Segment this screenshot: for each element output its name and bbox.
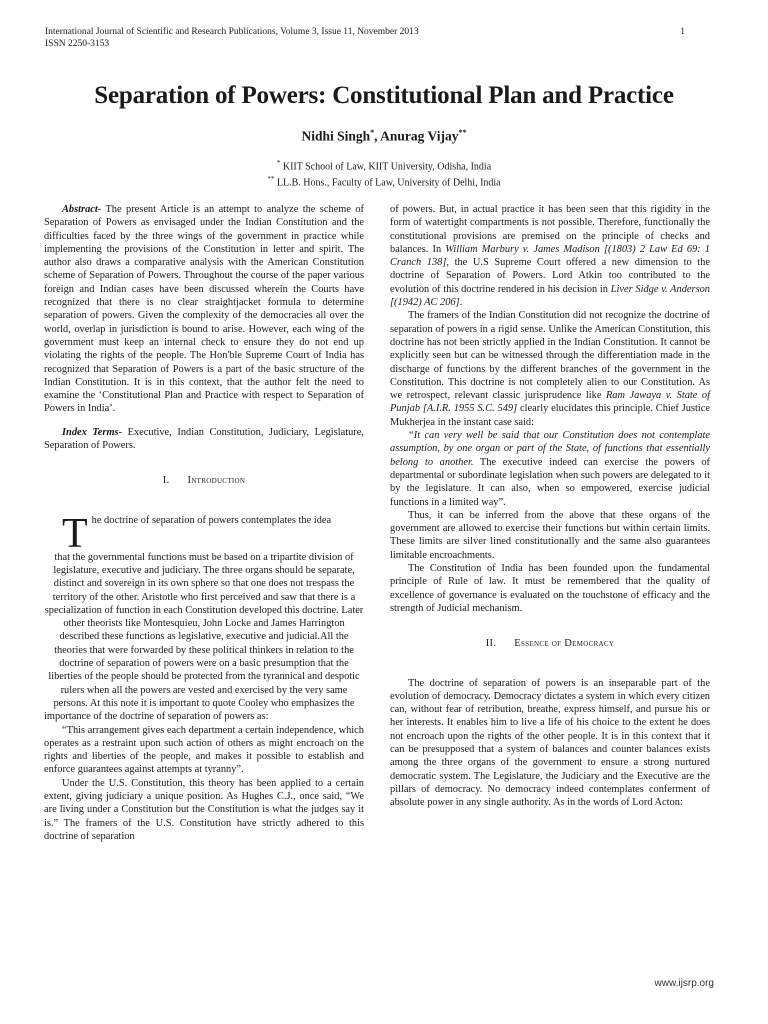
drop-cap: T: [62, 510, 88, 557]
intro-first-paragraph: [44, 510, 364, 557]
journal-header: [45, 26, 685, 50]
affiliation-2-text: LL.B. Hons., Faculty of Law, University of Delhi, India: [276, 177, 501, 189]
author-1: Nidhi Singh: [301, 128, 371, 144]
case-marbury: William Marbury v. James Madison [(1803) 2 Law Ed 69: 1 Cranch 138]: [390, 243, 711, 269]
index-terms: [44, 426, 364, 453]
affiliation-1-mark: *: [276, 159, 281, 167]
right-paragraph-2: [390, 309, 710, 429]
section-1-number: I.: [162, 475, 170, 487]
journal-line: International Journal of Scientific and Research Publications, Volume 3, Issue 11, November 2013: [45, 27, 419, 37]
section-2-number: II.: [485, 638, 497, 650]
right-p1-text-b: , the U.S Supreme Court offered a new dimension to the doctrine of Separation of Powers. Lord Atkin too contributed to the evolution of this doctrine rendered in his decision in: [390, 257, 710, 295]
index-terms-text: Executive, Indian Constitution, Judiciary, Legislature, Separation of Powers.: [44, 426, 364, 452]
author-1-mark: *: [370, 128, 375, 137]
mukherjea-quote: [390, 429, 710, 509]
abstract-label: Abstract-: [62, 204, 102, 215]
intro-first-line: he doctrine of separation of powers contemplates the idea: [91, 514, 332, 526]
right-p2-text-a: The framers of the Indian Constitution did not recognize the doctrine of separation of powers in a rigid sense. Unlike the American Constitution, this doctrine has not been strictly applied in the Indian Constitution. It cannot be explicitly seen but can be witnessed through the differentiation made in the discharge of functions by the different branches of the government in the Constitution. This doctrine is not completely alien to our Constitution. As we retrospect, relevant classic jurisprudence like: [390, 310, 710, 402]
abstract-text: The present Article is an attempt to analyze the scheme of Separation of Powers as envisaged under the Indian Constitution and the difficulties faced by the three wings of the government in practice while implementing the provisions of the Constitution in letter and spirit. The author also draws a comparative analysis with the American Constitution scheme of Separation of Powers. Throughout the course of the paper various foreign and Indian cases have been discussed wherein the Courts have recognized that there is no clear straightjacket formula to determine separation of powers. Given the complexity of the democracies all over the world, overlap in jurisdiction is bound to arise. However, each wing of the government must keep an internal check to ensure they do not end up violating the rights of the people. The Hon'ble Supreme Court of India has recognized that Separation of Powers is a part of the basic structure of the Indian Constitution. It is in this context, that the author felt the need to examine the ‘Constitutional Plan and Practice with respect to Separation of Powers in India’.: [44, 204, 364, 415]
affiliation-2: [0, 173, 768, 189]
quote-italic: “It can very well be said that our Constitution does not contemplate assumption, by one organ or part of the State, of functions that essentially belong to another.: [390, 430, 710, 468]
paper-title: Separation of Powers: Constitutional Plan and Practice: [94, 82, 674, 109]
author-line: [0, 128, 768, 145]
section-2-title: Essence of Democracy: [514, 638, 615, 650]
right-paragraph-3: Thus, it can be inferred from the above that these organs of the government are allowed to exercise their functions but within certain limits. These limits are silver lined constitutionally and the same also guarantees limitable encroachments.: [390, 509, 710, 561]
issn: ISSN 2250-3153: [45, 39, 110, 49]
affiliations: [0, 157, 768, 190]
left-column: [44, 203, 364, 843]
intro-continued: importance of the doctrine of separation of powers as:: [44, 711, 269, 723]
democracy-paragraph: The doctrine of separation of powers is an inseparable part of the evolution of democracy. Democracy dictates a system in which every citizen can, without fear of retribution, breathe, express himself, and pursue his or her interests. It enables him to live a life of his choice to the extent he does not encroach upon the rights of the other people. It is in this context that it can be presupposed that a system of balances and counter balances exists among the three organs of the government to ensure a strong nurtured democratic system. The Legislature, the Judiciary and the Executive are the pillars of democracy. No democracy indeed contemplates conferment of absolute power in any single authority. As in the words of Lord Acton:: [390, 677, 710, 809]
abstract: [44, 203, 364, 416]
right-p1-text-c: .: [459, 297, 463, 309]
author-2-mark: **: [458, 128, 467, 137]
us-constitution-paragraph: Under the U.S. Constitution, this theory has been applied to a certain extent, giving judiciary a unique position. As Hughes C.J., once said, “We are living under a Constitution but the Constitution is what the judges say it is.” The framers of the U.S. Constitution have strictly adhered to this doctrine of separation: [44, 777, 364, 842]
section-heading-democracy: [390, 637, 710, 650]
author-separator: ,: [374, 128, 381, 144]
section-heading-introduction: [44, 474, 364, 487]
right-p2-text-b: clearly elucidates this principle. Chief Justice Mukherjea in the instant case said:: [390, 403, 710, 428]
page-number: 1: [680, 27, 685, 37]
affiliation-1-text: KIIT School of Law, KIIT University, Odisha, India: [282, 161, 492, 173]
intro-centered-text: that the governmental functions must be based on a tripartite division of legislature, executive and judiciary. The three organs should be separate, distinct and sovereign in its own sphere so that one does not trespass the territory of the other. Aristotle who first perceived and saw that there is a specialization of function in each Constitution developed this doctrine. Later other theorists like Montesquieu, John Locke and James Harrington described these functions as legislative, executive and judicial.All the theories that were forwarded by these political thinkers in relation to the doctrine of separation of powers were on a basic presumption that the liberties of the people should be protected from the tyrannical and despotic rulers when all the powers are vested and exercised by the very same persons. At this note it is important to quote Cooley who emphasizes the: [44, 551, 364, 709]
case-ram-jawaya: Ram Jawaya v. State of Punjab [A.I.R. 1955 S.C. 549]: [390, 390, 710, 415]
affiliation-2-mark: **: [267, 175, 275, 184]
right-column: [390, 203, 710, 809]
footer-url[interactable]: www.ijsrp.org: [654, 978, 714, 989]
right-paragraph-4: The Constitution of India has been founded upon the fundamental principle of Rule of law. It must be remembered that the quality of excellence of governance is evaluated on the touchstone of efficacy and the strength of Judicial mechanism.: [390, 563, 710, 614]
quote-rest: The executive indeed can exercise the powers of departmental or subordinate legislation when such powers are delegated to it by the legislature. It can also, when so empowered, exercise judicial functions in a limited way”.: [390, 456, 710, 508]
affiliation-1: [0, 157, 768, 173]
right-paragraph-1: [390, 203, 710, 309]
author-2: Anurag Vijay: [380, 128, 459, 144]
right-p1-text-a: of powers. But, in actual practice it has been seen that this rigidity in the form of watertight compartments is not possible. Therefore, functionally the constitutional provisions are premised on the principle of checks and balances. In: [390, 204, 710, 255]
cooley-quote: “This arrangement gives each department a certain independence, which operates as a restraint upon such action of others as might encroach on the rights and liberties of the people, and makes it possible to establish and enforce guarantees against attempts at tyranny”.: [44, 724, 364, 776]
section-1-title: Introduction: [187, 475, 246, 487]
case-liversidge: Liver Sidge v. Anderson [(1942) AC 206]: [390, 283, 710, 309]
index-terms-label: Index Terms-: [62, 426, 123, 438]
